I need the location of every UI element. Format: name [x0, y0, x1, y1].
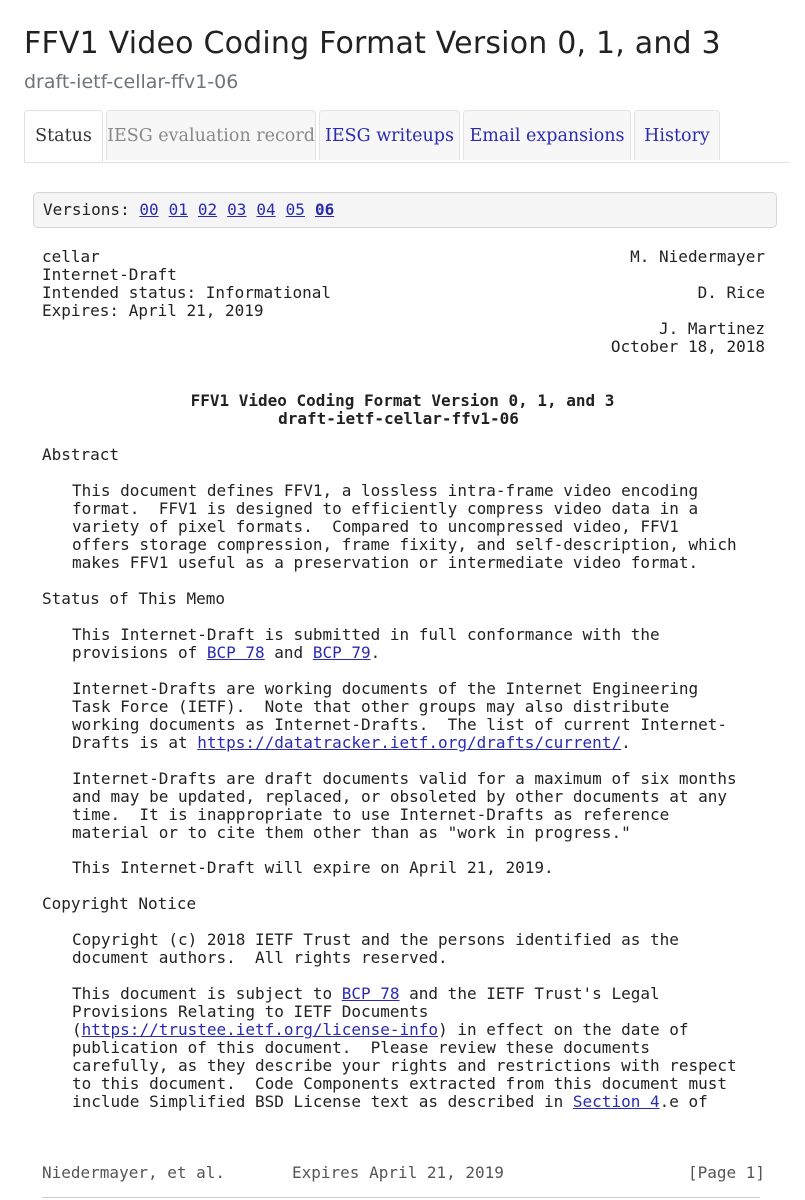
status-memo-line: Internet-Drafts are working documents of the Internet Engineering — [72, 679, 699, 698]
abstract-line: format. FFV1 is designed to efficiently compress video data in a — [72, 499, 699, 518]
tab-iesg-writeups[interactable]: IESG writeups — [319, 110, 460, 160]
copyright-line: Copyright (c) 2018 IETF Trust and the persons identified as the — [72, 930, 679, 949]
copyright-heading: Copyright Notice — [42, 894, 197, 913]
version-link-03[interactable]: 03 — [227, 200, 247, 219]
tab-status[interactable]: Status — [24, 110, 103, 162]
tab-history[interactable]: History — [634, 110, 720, 160]
version-link-01[interactable]: 01 — [168, 200, 188, 219]
text-span: ) in effect on the date of — [438, 1020, 689, 1039]
bcp79-link[interactable]: BCP 79 — [312, 643, 371, 662]
status-memo-expire-line: This Internet-Draft will expire on April 21, 2019. — [72, 858, 554, 877]
status-memo-line: This Internet-Draft is submitted in full conformance with the — [72, 625, 660, 644]
versions-bar — [33, 192, 777, 228]
text-span: and — [264, 643, 313, 662]
status-memo-line: and may be updated, replaced, or obsoleted by other documents at any — [72, 787, 728, 806]
status-memo-line: material or to cite them other than as "work in progress." — [72, 823, 631, 842]
tab-email-expansions[interactable]: Email expansions — [463, 110, 631, 160]
bcp78-link[interactable]: BCP 78 — [341, 984, 400, 1003]
bcp78-link[interactable]: BCP 78 — [206, 643, 265, 662]
copyright-line: document authors. All rights reserved. — [72, 948, 448, 967]
status-memo-heading: Status of This Memo — [42, 589, 226, 608]
doc-title: FFV1 Video Coding Format Version 0, 1, and 3 — [190, 391, 615, 410]
tab-bar — [24, 110, 790, 163]
abstract-line: offers storage compression, frame fixity, and self-description, which — [72, 535, 737, 554]
version-link-06-current[interactable]: 06 — [314, 200, 335, 219]
copyright-line: to this document. Code Components extracted from this document must — [72, 1074, 728, 1093]
copyright-line — [72, 1093, 708, 1111]
version-link-04[interactable]: 04 — [256, 200, 276, 219]
text-span: and the IETF Trust's Legal — [399, 984, 660, 1003]
abstract-line: This document defines FFV1, a lossless intra-frame video encoding — [72, 481, 699, 500]
copyright-line: carefully, as they describe your rights and restrictions with respect — [72, 1056, 737, 1075]
status-memo-line — [72, 734, 631, 752]
footer-page-number: [Page 1] — [687, 1163, 765, 1182]
doc-header-left-type: Internet-Draft — [42, 265, 177, 284]
text-span: ( — [72, 1020, 82, 1039]
version-link-02[interactable]: 02 — [197, 200, 218, 219]
status-memo-line: Internet-Drafts are draft documents valid for a maximum of six months — [72, 769, 737, 788]
doc-header-left-expires: Expires: April 21, 2019 — [42, 301, 264, 320]
text-span: provisions of — [72, 643, 207, 662]
status-memo-line: Task Force (IETF). Note that other groups may also distribute — [72, 697, 670, 716]
status-memo-line: working documents as Internet-Drafts. The list of current Internet- — [72, 715, 728, 734]
tab-iesg-evaluation-record: IESG evaluation record — [106, 110, 316, 160]
copyright-line: Provisions Relating to IETF Documents — [72, 1002, 429, 1021]
doc-header-left-workgroup: cellar — [42, 247, 100, 266]
copyright-line — [72, 985, 660, 1003]
copyright-line — [72, 1021, 689, 1039]
drafts-current-link[interactable]: https://datatracker.ietf.org/drafts/current/ — [197, 733, 622, 752]
copyright-line: publication of this document. Please review these documents — [72, 1038, 650, 1057]
status-memo-line: time. It is inappropriate to use Internet-Drafts as reference — [72, 805, 670, 824]
text-span: .e of — [659, 1092, 708, 1111]
version-link-00[interactable]: 00 — [139, 200, 159, 219]
doc-draft-name: draft-ietf-cellar-ffv1-06 — [278, 409, 519, 428]
abstract-line: variety of pixel formats. Compared to uncompressed video, FFV1 — [72, 517, 679, 536]
page-subtitle: draft-ietf-cellar-ffv1-06 — [24, 71, 239, 93]
text-span: include Simplified BSD License text as described in — [72, 1092, 573, 1111]
text-span: . — [621, 733, 631, 752]
versions-label: Versions: — [43, 200, 130, 219]
abstract-heading: Abstract — [42, 445, 120, 464]
text-span: . — [370, 643, 381, 662]
footer-authors: Niedermayer, et al. — [42, 1163, 226, 1182]
text-span: Drafts is at — [72, 733, 198, 752]
license-info-link[interactable]: https://trustee.ietf.org/license-info — [81, 1020, 439, 1039]
page-divider — [42, 1197, 760, 1198]
text-span: This document is subject to — [72, 984, 342, 1003]
version-link-05[interactable]: 05 — [285, 200, 305, 219]
doc-header-date: October 18, 2018 — [610, 337, 765, 356]
section-4-link[interactable]: Section 4 — [572, 1092, 660, 1111]
doc-header-left-status: Intended status: Informational — [42, 283, 331, 302]
page-title: FFV1 Video Coding Format Version 0, 1, and 3 — [24, 26, 721, 61]
doc-header-author-1: M. Niedermayer — [630, 247, 765, 266]
footer-expires: Expires April 21, 2019 — [292, 1163, 504, 1182]
doc-header-author-3: J. Martinez — [659, 319, 765, 338]
abstract-line: makes FFV1 useful as a preservation or intermediate video format. — [72, 553, 699, 572]
status-memo-line — [72, 644, 380, 662]
doc-header-author-2: D. Rice — [697, 283, 765, 302]
